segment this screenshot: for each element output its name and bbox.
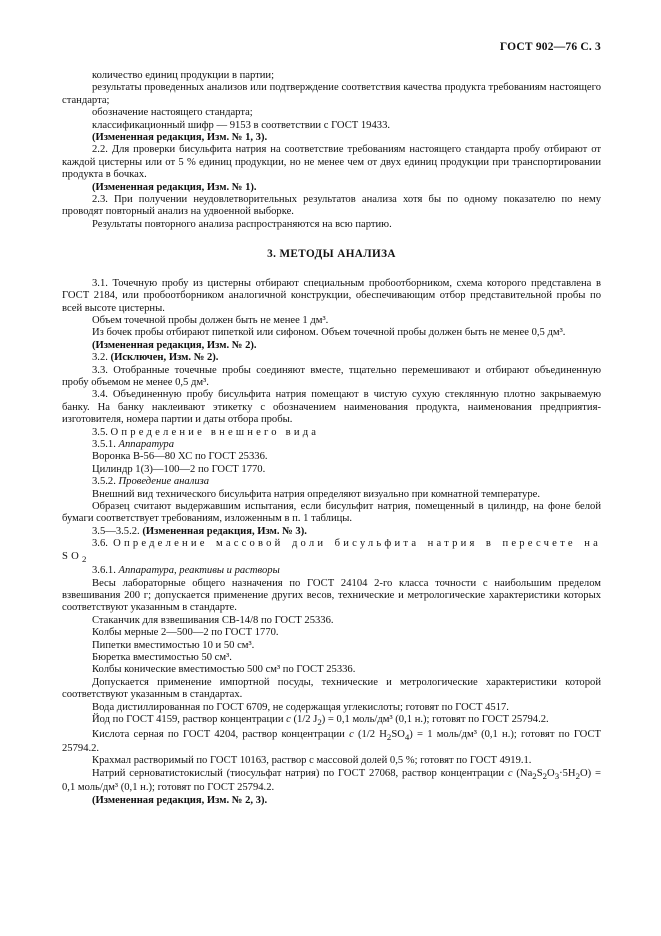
clause-3-1: 3.1. Точечную пробу из цистерны отбирают специальным пробоотборником, схема которого представлена в ГОСТ 2184, или пробоотборником аналогичной конструкции, обеспечивающим отбор представительной пробы по всей высоте цистерны.: [62, 277, 601, 314]
reagent-iodine-c: c: [286, 714, 291, 726]
clause-3-5-range: [62, 526, 601, 538]
section-title: 3. МЕТОДЫ АНАЛИЗА: [267, 248, 396, 261]
clause-3-5-2-heading: Проведение анализа: [118, 476, 210, 488]
clause-3-5-1-heading: Аппаратура: [118, 438, 174, 450]
amendment-note-1: (Измененная редакция, Изм. № 1).: [92, 181, 257, 193]
apparatus-funnel: Воронка В-56—80 ХС по ГОСТ 25336.: [92, 451, 268, 463]
reagent-acid-sub-2: 4: [404, 731, 410, 742]
reagent-thio-sub-4: 2: [575, 770, 581, 781]
intro-line-4: классификационный шифр — 9153 в соответствии с ГОСТ 19433.: [92, 119, 391, 131]
clause-3-5-1: [62, 439, 601, 451]
reagent-volumetric-flasks: Колбы мерные 2—500—2 по ГОСТ 1770.: [92, 627, 279, 639]
reagent-iodine-text: Йод по ГОСТ 4159, раствор концентрации: [92, 714, 287, 726]
clause-3-5-2: [62, 476, 601, 488]
appearance-method: Внешний вид технического бисульфита натрия определяют визуально при комнатной температуре.: [92, 488, 540, 500]
reagent-acid-sub-1: 2: [386, 731, 392, 742]
clause-3-5-2-number: 3.5.2.: [92, 476, 116, 488]
clause-3-6-1-number: 3.6.1.: [92, 565, 116, 577]
reagent-iodine-rest: ) = 0,1 моль/дм³ (0,1 н.); готовят по ГОСТ 25794.2.: [321, 714, 549, 726]
reagent-acid-c: c: [349, 728, 354, 740]
clause-3-6: [62, 538, 601, 565]
reagent-burette: Бюретка вместимостью 50 см³.: [92, 651, 232, 663]
clause-3-5-1-number: 3.5.1.: [92, 438, 116, 450]
reagent-thio-text: Натрий серноватистокислый (тиосульфат натрия) по ГОСТ 27068, раствор концентрации: [92, 767, 508, 779]
amendment-note-2: (Измененная редакция, Изм. № 2).: [92, 339, 257, 351]
reagent-iodine: [62, 714, 601, 729]
reagent-thio-formula-2: S: [536, 767, 543, 779]
reagent-imported-glassware: Допускается применение импортной посуды, технические и метрологические характеристики которой соответствуют указанным в стандартах.: [62, 676, 601, 701]
reagent-thio-formula-4: ·5H: [559, 767, 576, 779]
clause-3-2-excluded: (Исключен, Изм. № 2).: [110, 352, 219, 364]
reagent-sulfuric-acid: [62, 729, 601, 756]
clause-3-6-1-heading: Аппаратура, реактивы и растворы: [118, 565, 280, 577]
reagent-thio-formula-3: O: [547, 767, 555, 779]
reagent-water: Вода дистиллированная по ГОСТ 6709, не содержащая углекислоты; готовят по ГОСТ 4517.: [92, 701, 509, 713]
intro-line-3: обозначение настоящего стандарта;: [92, 107, 253, 119]
clause-3-3: 3.3. Отобранные точечные пробы соединяют вместе, тщательно перемешивают и отбирают объединенную пробу объемом не менее 0,5 дм³.: [62, 364, 601, 388]
reagent-thio-formula: (Na: [512, 767, 533, 779]
clause-3-2: [62, 352, 601, 364]
reagent-acid-formula-2: SO: [391, 728, 405, 740]
reagent-conical-flasks: Колбы конические вместимостью 500 см³ по ГОСТ 25336.: [92, 664, 356, 676]
apparatus-cylinder: Цилиндр 1(3)—100—2 по ГОСТ 1770.: [92, 463, 266, 475]
clause-3-5-range-number: 3.5—3.5.2.: [92, 525, 140, 537]
reagent-acid-rest: ) = 1 моль/дм³ (0,1 н.); готовят по ГОСТ 25794.2.: [62, 728, 601, 755]
reagent-acid-text: Кислота серная по ГОСТ 4204, раствор концентрации: [92, 728, 350, 740]
intro-line-2: результаты проведенных анализов или подтверждение соответствия качества продукта требованиям настоящего стандарта;: [62, 82, 601, 106]
reagent-scales: Весы лабораторные общего назначения по ГОСТ 24104 2-го класса точности с наибольшим пределом взвешивания 200 г; допускается применение других весов, технические и метрологические характеристики которых соответствуют указанным в стандарте.: [62, 577, 601, 614]
reagent-thiosulfate: [62, 768, 601, 795]
reagent-thio-c: c: [507, 767, 513, 779]
clause-3-2-number: 3.2.: [92, 352, 108, 364]
reagent-weighing-cup: Стаканчик для взвешивания СВ-14/8 по ГОСТ 25336.: [92, 614, 334, 626]
reagent-iodine-sub: 2: [317, 717, 322, 728]
clause-3-5-number: 3.5.: [92, 426, 108, 438]
clause-2-2: 2.2. Для проверки бисульфита натрия на соответствие требованиям настоящего стандарта пробу отбирают от каждой цистерны или от 5 % единиц продукции, но не менее чем от двух единиц продукции при транспортировании продукта в бочках.: [62, 144, 601, 181]
clause-3-6-number: 3.6.: [92, 538, 108, 550]
clause-2-3: 2.3. При получении неудовлетворительных результатов анализа хотя бы по одному показателю по нему проводят повторный анализ на удвоенной выборке.: [62, 194, 601, 218]
reagent-thio-sub-3: 3: [554, 770, 560, 781]
clause-3-5: [62, 427, 601, 439]
reagent-pipettes: Пипетки вместимостью 10 и 50 см³.: [92, 639, 255, 651]
clause-3-6-subscript: 2: [81, 553, 87, 564]
clause-3-6-heading: Определение массовой доли бисульфита натрия в пересчете на SO: [62, 538, 601, 562]
reagent-acid-formula: (1/2 H: [353, 728, 387, 740]
amendment-note-2-3: (Измененная редакция, Изм. № 2, 3).: [92, 794, 268, 806]
clause-3-1-volume: Объем точечной пробы должен быть не менее 1 дм³.: [92, 314, 329, 326]
reagent-thio-sub-1: 2: [532, 770, 537, 781]
reagent-starch: Крахмал растворимый по ГОСТ 10163, раствор с массовой долей 0,5 %; готовят по ГОСТ 4919.1.: [92, 755, 532, 767]
document-page: [62, 40, 601, 807]
clause-3-6-1: [62, 565, 601, 577]
appearance-criteria: Образец считают выдержавшим испытания, если бисульфит натрия, помещенный в цилиндр, на фоне белой бумаги соответствует требованиям, изложенным в п. 1 таблицы.: [62, 501, 601, 525]
clause-3-1-barrels: Из бочек пробы отбирают пипеткой или сифоном. Объем точечной пробы должен быть не менее 0,5 дм³.: [92, 327, 566, 339]
intro-line-1: количество единиц продукции в партии;: [92, 70, 275, 81]
reagent-thio-sub-2: 2: [542, 770, 548, 781]
clause-3-5-heading: Определение внешнего вида: [110, 426, 320, 438]
reagent-thio-rest: O) = 0,1 моль/дм³ (0,1 н.); готовят по ГОСТ 25794.2.: [62, 767, 601, 794]
page-header: ГОСТ 902—76 С. 3: [499, 41, 601, 53]
amendment-note-3: (Измененная редакция, Изм. № 3).: [142, 525, 307, 537]
amendment-note-1-3: (Измененная редакция, Изм. № 1, 3).: [92, 132, 268, 144]
clause-2-3-results: Результаты повторного анализа распространяются на всю партию.: [92, 218, 392, 230]
reagent-iodine-formula: (1/2 J: [290, 714, 318, 726]
clause-3-4: 3.4. Объединенную пробу бисульфита натрия помещают в чистую сухую стеклянную плотно закрываемую банку. На банку наклеивают этикетку с обозначением наименования продукта, наименования предприятия-изготовителя, номера партии и даты отбора пробы.: [62, 389, 601, 426]
